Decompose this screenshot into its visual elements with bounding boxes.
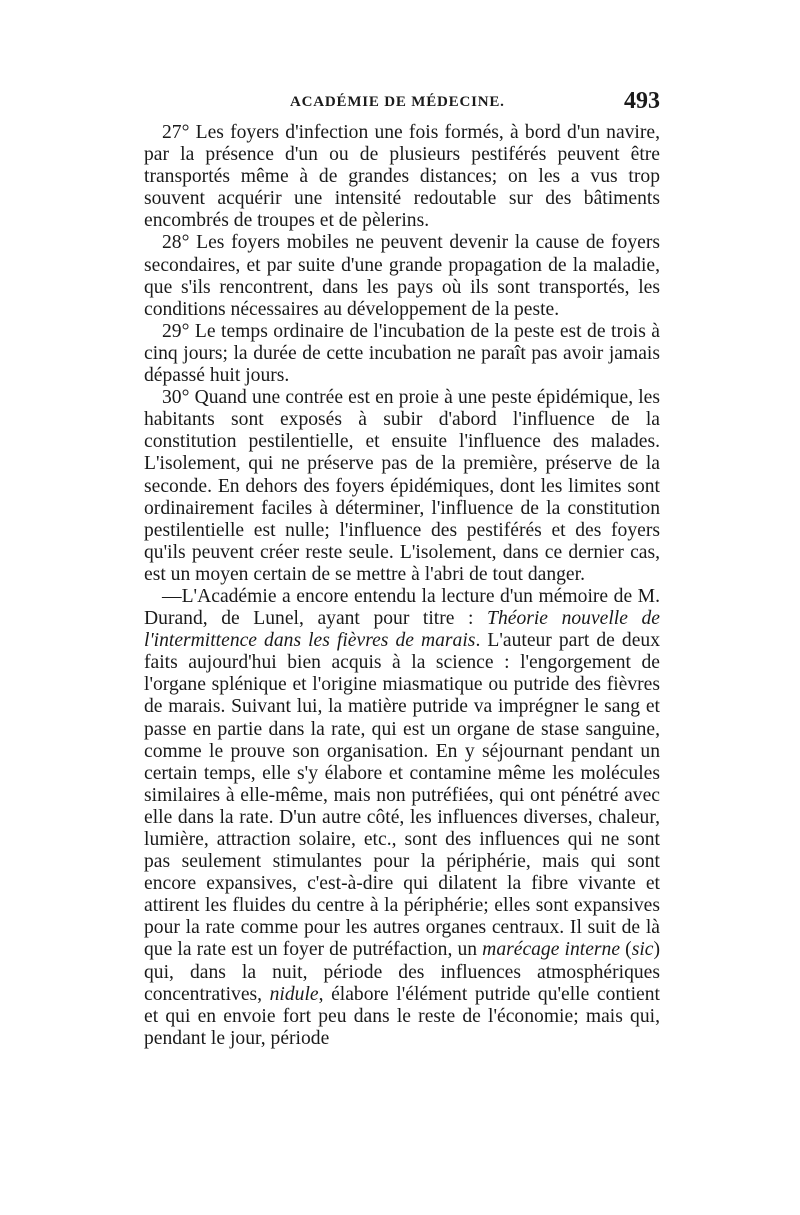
report-text-part-2: . L'auteur part de deux faits aujourd'hui bien acquis à la science : l'engorgement de l'organe splénique et l'origine miasmatique ou putride des fièvres de marais. Suivant lui, la matière putride va imprégner le sang et passe en partie dans la rate, qui est un organe de stase sanguine, comme le prouve son organisation. En y séjournant pendant un certain temps, elle s'y élabore et contamine même les molécules similaires à elle-même, mais non putréfiées, qui ont pénétré avec elle dans la rate. D'un autre côté, les influences diverses, chaleur, lumière, attraction solaire, etc., sont des influences qui ne sont pas seulement stimulantes pour la périphérie, mais qui sont encore expansives, c'est-à-dire qui dilatent la fibre vivante et attirent les fluides du centre à la périphérie; elles sont expansives pour la rate comme pour les autres organes centraux. Il suit de là que la rate est un foyer de putréfaction, un <box>144 630 660 961</box>
paragraph-28: 28° Les foyers mobiles ne peuvent devenir la cause de foyers secondaires, et par suite d'une grande propagation de la maladie, que s'ils rencontrent, dans les pays où ils sont transportés, les conditions nécessaires au développement de la peste. <box>144 232 660 320</box>
page-number: 493 <box>624 88 660 114</box>
paragraph-30: 30° Quand une contrée est en proie à une peste épidémique, les habitants sont exposés à subir d'abord l'influence de la constitution pestilentielle, et ensuite l'influence des malades. L'isolement, qui ne préserve pas de la première, préserve de la seconde. En dehors des foyers épidémiques, dont les limites sont ordinairement faciles à déterminer, l'influence de la constitution pestilentielle est nulle; l'influence des pestiférés et des foyers qu'ils peuvent créer reste seule. L'isolement, dans ce dernier cas, est un moyen certain de se mettre à l'abri de tout danger. <box>144 387 660 585</box>
running-head-title: ACADÉMIE DE MÉDECINE. <box>290 94 505 110</box>
italic-nidule: nidule <box>269 983 319 1005</box>
italic-sic: sic <box>631 939 654 961</box>
report-text-part-4: ) qui, dans la nuit, période des influences atmosphériques concentratives, <box>144 939 660 1005</box>
memoir-title: Théorie nouvelle de l'intermittence dans les fièvres de marais <box>144 608 660 652</box>
book-page <box>144 88 660 1050</box>
paragraph-27: 27° Les foyers d'infection une fois formés, à bord d'un navire, par la présence d'un ou de plusieurs pestiférés peuvent être transportés même à de grandes distances; on les a vus trop souvent acquérir une intensité redoutable sur des bâtiments encombrés de troupes et de pèlerins. <box>144 122 660 232</box>
report-text-part-1: —L'Académie a encore entendu la lecture d'un mémoire de M. Durand, de Lunel, ayant pour titre : <box>144 585 660 630</box>
body-text <box>144 122 660 1050</box>
paragraph-academie-report <box>144 586 660 1050</box>
report-text-part-3: ( <box>620 939 632 961</box>
report-text-part-5: , élabore l'élément putride qu'elle contient et qui en envoie fort peu dans le reste de l'économie; mais qui, pendant le jour, période <box>144 983 660 1049</box>
italic-marecage-interne: marécage interne <box>482 939 621 961</box>
paragraph-29: 29° Le temps ordinaire de l'incubation de la peste est de trois à cinq jours; la durée de cette incubation ne paraît pas avoir jamais dépassé huit jours. <box>144 320 660 387</box>
running-head <box>144 88 660 122</box>
